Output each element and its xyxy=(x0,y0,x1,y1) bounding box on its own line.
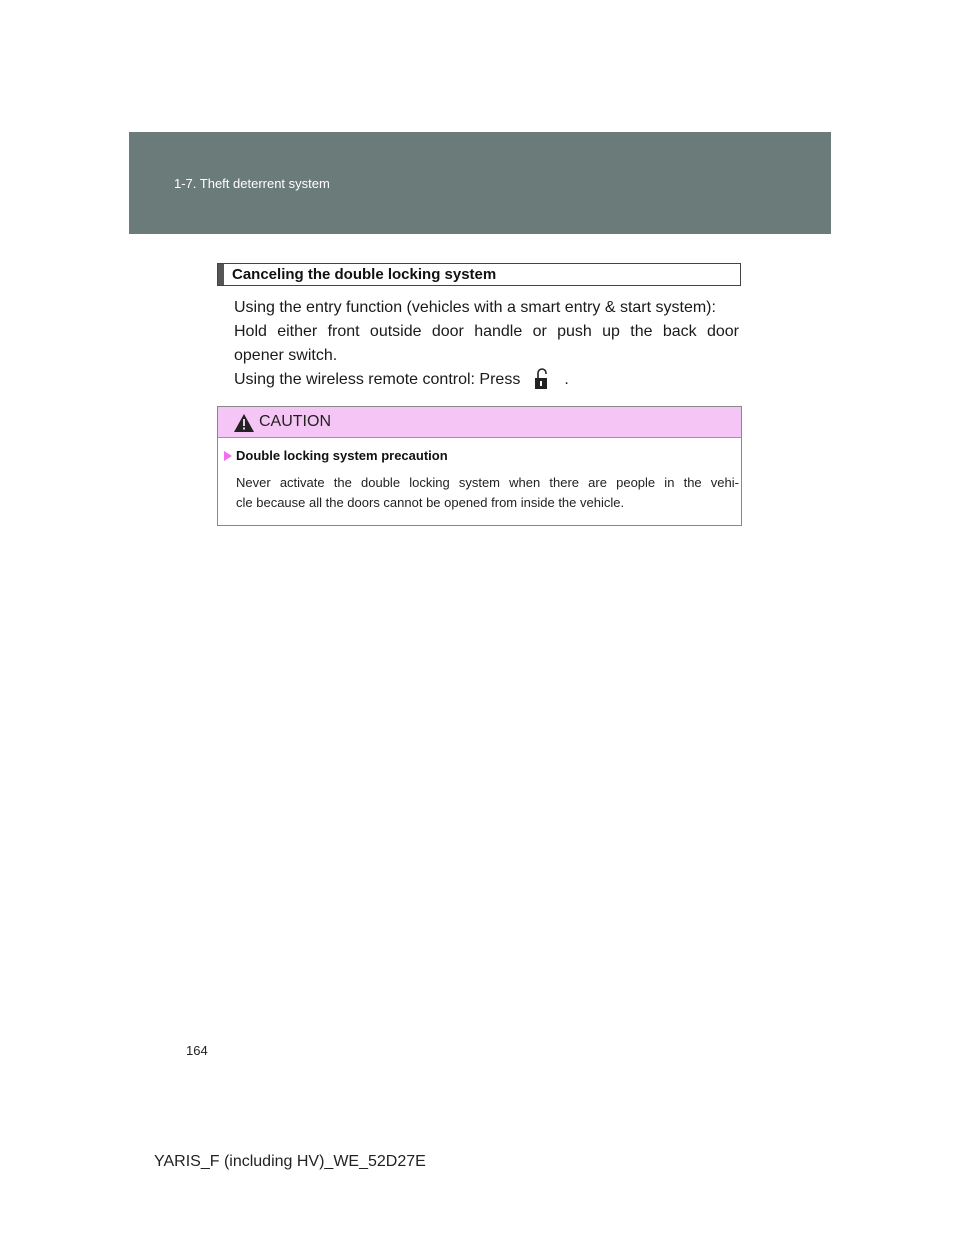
instruction-line: opener switch. xyxy=(234,347,338,364)
caution-line: cle because all the doors cannot be opened from inside the vehicle. xyxy=(236,495,625,510)
bullet-icon xyxy=(224,451,232,461)
document-footer: YARIS_F (including HV)_WE_52D27E xyxy=(154,1153,426,1170)
caution-text xyxy=(236,473,739,513)
section-heading xyxy=(217,263,741,286)
instruction-prefix: Using the wireless remote control: Press xyxy=(234,371,521,388)
caution-label: CAUTION xyxy=(259,413,331,430)
instruction-line: Using the entry function (vehicles with a smart entry & start system): xyxy=(234,299,716,316)
caution-box xyxy=(217,406,742,526)
caution-item-title-text: Double locking system precaution xyxy=(236,448,448,463)
instruction-line-remote xyxy=(234,368,739,398)
instruction-line: Hold either front outside door handle or push up the back door xyxy=(234,323,739,340)
instructions xyxy=(234,296,739,398)
page-number: 164 xyxy=(186,1043,208,1058)
instruction-suffix: . xyxy=(564,371,569,388)
heading-bar xyxy=(218,264,224,285)
caution-header xyxy=(218,407,741,438)
unlock-icon xyxy=(534,368,550,398)
warning-triangle-icon xyxy=(234,414,254,437)
section-title: Canceling the double locking system xyxy=(232,266,497,283)
caution-item-title xyxy=(224,448,448,463)
page-header xyxy=(129,132,831,234)
caution-line: Never activate the double locking system when there are people in the vehi- xyxy=(236,475,739,490)
section-breadcrumb: 1-7. Theft deterrent system xyxy=(174,176,330,191)
